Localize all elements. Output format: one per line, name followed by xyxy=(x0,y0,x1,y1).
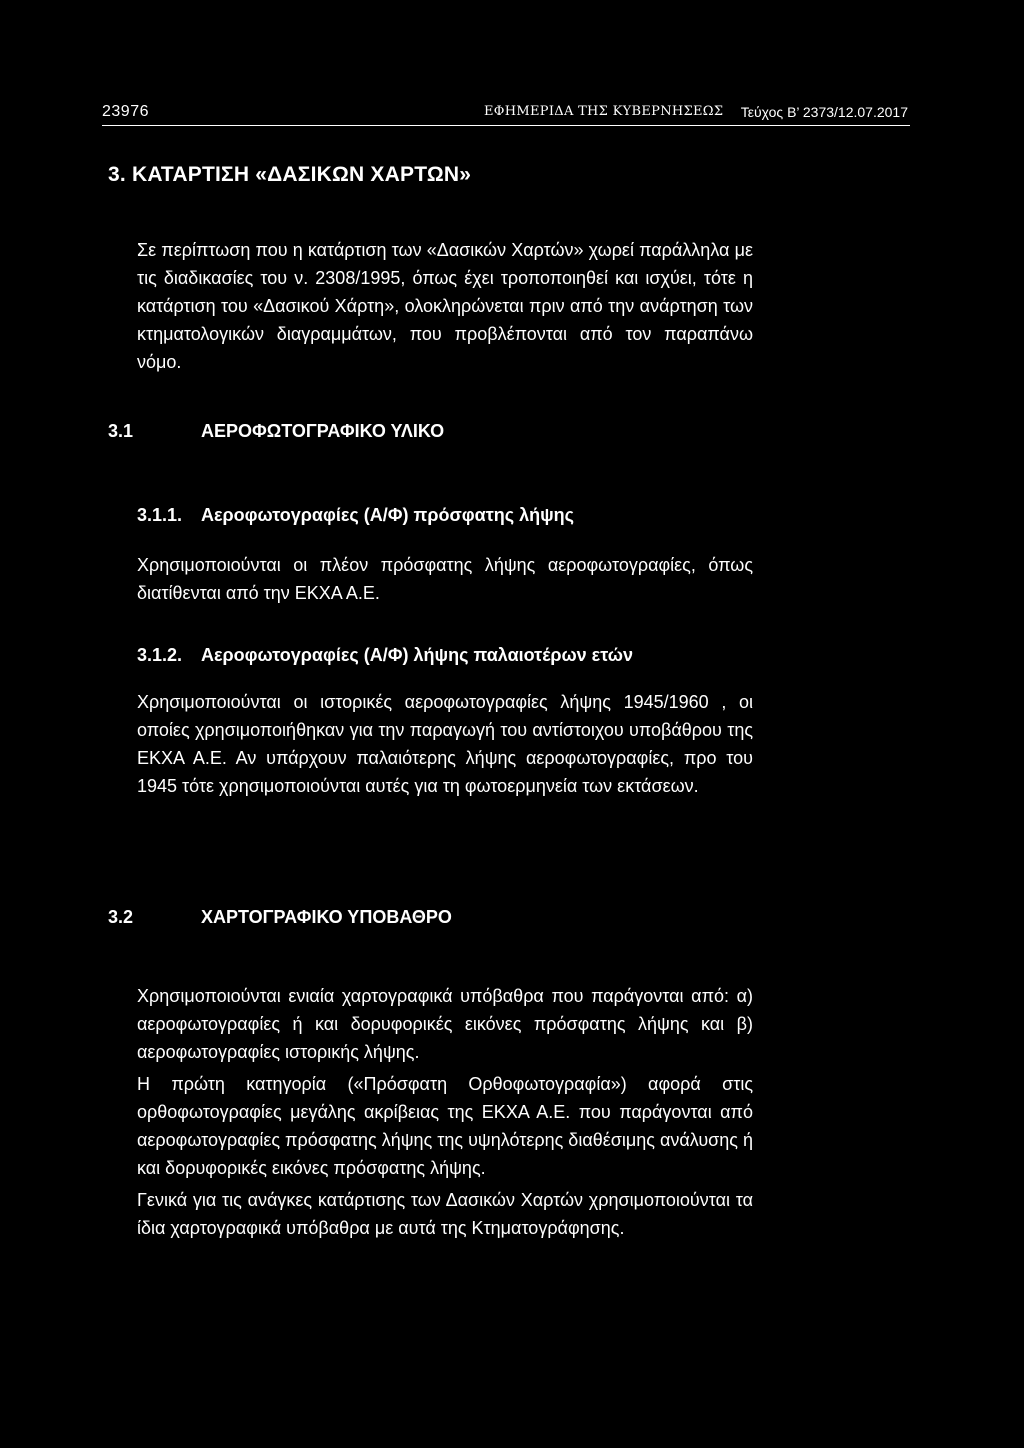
section-3-2-paragraph-3: Γενικά για τις ανάγκες κατάρτισης των Δασικών Χαρτών χρησιμοποιούνται τα ίδια χαρτογραφικά υπόβαθρα με αυτά της Κτηματογράφησης. xyxy=(137,1190,753,1238)
section-3-paragraph: Σε περίπτωση που η κατάρτιση των «Δασικών Χαρτών» χωρεί παράλληλα με τις διαδικασίες του ν. 2308/1995, όπως έχει τροποποιηθεί και ισχύει, τότε η κατάρτιση του «Δασικού Χάρτη», ολοκληρώνεται πριν από την ανάρτηση των κτηματολογικών διαγραμμάτων, που προβλέπονται από τον παραπάνω νόμο. xyxy=(137,240,753,372)
publication-title: ΕΦΗΜΕΡΙΔΑ ΤΗΣ ΚΥΒΕΡΝΗΣΕΩΣ xyxy=(484,104,724,119)
section-3-2-title: ΧΑΡΤΟΓΡΑΦΙΚΟ ΥΠΟΒΑΘΡΟ xyxy=(201,907,452,927)
section-3-2-paragraph-1: Χρησιμοποιούνται ενιαία χαρτογραφικά υπόβαθρα που παράγονται από: α) αεροφωτογραφίες ή και δορυφορικές εικόνες πρόσφατης λήψης και β) αεροφωτογραφίες ιστορικής λήψης. xyxy=(137,986,753,1062)
section-3-1-2-paragraph: Χρησιμοποιούνται οι ιστορικές αεροφωτογραφίες λήψης 1945/1960 , οι οποίες χρησιμοποιήθηκαν για την παραγωγή του αντίστοιχου υποβάθρου της ΕΚΧΑ Α.Ε. Αν υπάρχουν παλαιότερης λήψης αεροφωτογραφίες, προ του 1945 τότε χρησιμοποιούνται αυτές για τη φωτοερμηνεία των εκτάσεων. xyxy=(137,692,753,796)
section-3-2-number: 3.2 xyxy=(108,907,134,927)
section-3-2-paragraph-2: Η πρώτη κατηγορία («Πρόσφατη Ορθοφωτογραφία») αφορά στις ορθοφωτογραφίες μεγάλης ακρίβειας της ΕΚΧΑ Α.Ε. που παράγονται από αεροφωτογραφίες πρόσφατης λήψης της υψηλότερης διαθέσιμης ανάλυσης ή και δορυφορικές εικόνες πρόσφατης λήψης. xyxy=(137,1074,753,1178)
issue-info: Τεύχος Β’ 2373/12.07.2017 xyxy=(740,104,908,120)
section-3-1-number: 3.1 xyxy=(108,421,134,441)
section-3-title: 3. ΚΑΤΑΡΤΙΣΗ «ΔΑΣΙΚΩΝ ΧΑΡΤΩΝ» xyxy=(108,163,472,186)
section-3-1-1-title: Αεροφωτογραφίες (Α/Φ) πρόσφατης λήψης xyxy=(201,505,575,525)
page-header xyxy=(102,99,910,126)
section-3-1-2-title: Αεροφωτογραφίες (Α/Φ) λήψης παλαιοτέρων ετών xyxy=(201,645,633,665)
section-3-1-title: ΑΕΡΟΦΩΤΟΓΡΑΦΙΚΟ ΥΛΙΚΟ xyxy=(201,421,445,441)
section-3-1-1-number: 3.1.1. xyxy=(137,505,183,525)
page-number: 23976 xyxy=(102,103,149,120)
section-3-1-1-paragraph: Χρησιμοποιούνται οι πλέον πρόσφατης λήψης αεροφωτογραφίες, όπως διατίθενται από την ΕΚΧΑ Α.Ε. xyxy=(137,555,753,603)
section-3-1-2-number: 3.1.2. xyxy=(137,645,183,665)
